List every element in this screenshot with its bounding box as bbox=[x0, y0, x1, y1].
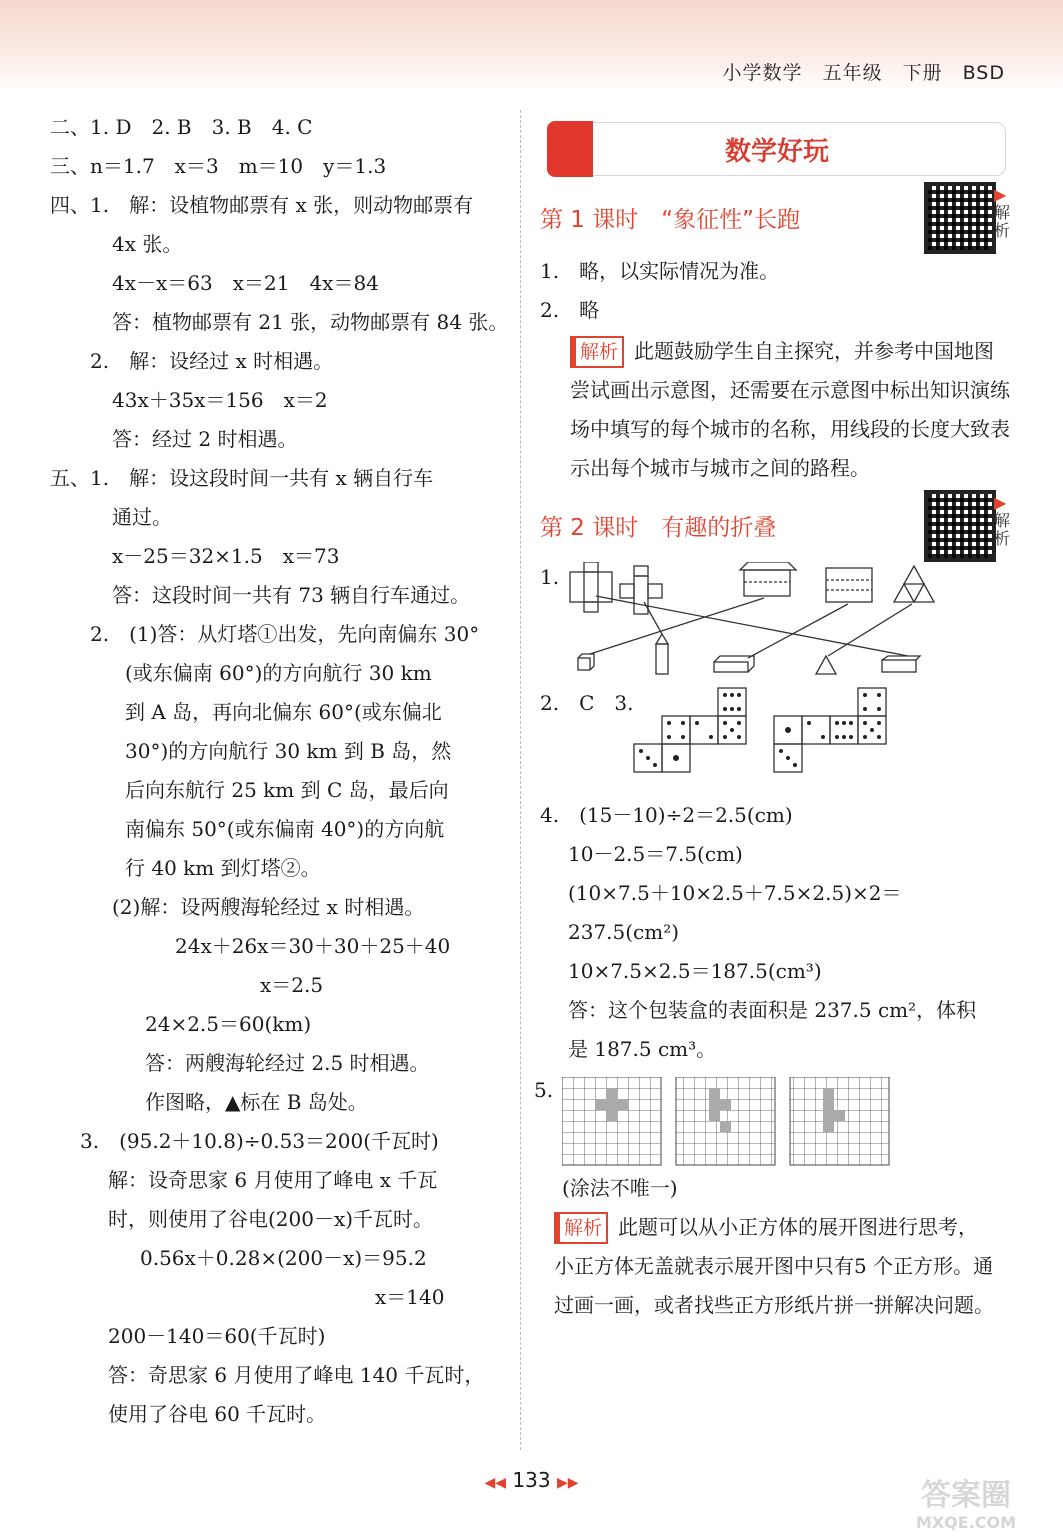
lesson2-title: 第 2 课时 有趣的折叠 bbox=[540, 515, 777, 541]
answer-line: 30°)的方向航行 30 km 到 B 岛，然 bbox=[125, 739, 452, 763]
answer-line: 答：两艘海轮经过 2.5 时相遇。 bbox=[145, 1051, 430, 1075]
q5-label: 5. bbox=[534, 1078, 554, 1102]
answer-line: 作图略，▲标在 B 岛处。 bbox=[145, 1090, 368, 1114]
q5-grids-figure bbox=[562, 1077, 902, 1169]
answer-line: x－25＝32×1.5 x＝73 bbox=[112, 544, 340, 568]
match-line bbox=[596, 596, 908, 656]
answer-line: (或东偏南 60°)的方向航行 30 km bbox=[125, 661, 432, 685]
answer-line: x＝140 bbox=[375, 1285, 445, 1309]
answer-line: 到 A 岛，再向北偏东 60°(或东偏北 bbox=[125, 700, 442, 724]
solid-flat-box bbox=[882, 656, 920, 672]
left-column bbox=[50, 108, 509, 1434]
analysis-text: 此题可以从小正方体的展开图进行思考，小正方体无盖就表示展开图中只有5 个正方形。通过画一画，或者找些正方形纸片拼一拼解决问题。 bbox=[554, 1215, 994, 1317]
solid-cube bbox=[578, 654, 594, 670]
answer-line: 2. 解：设经过 x 时相遇。 bbox=[90, 349, 334, 373]
q2-q3-text: 2. C 3. bbox=[540, 691, 634, 715]
answer-line: 行 40 km 到灯塔②。 bbox=[125, 856, 321, 880]
lesson2-q2-q3 bbox=[540, 686, 1010, 792]
header-volume: 下册 bbox=[902, 62, 943, 84]
play-icon: ▶ bbox=[994, 185, 1007, 204]
net-tetra bbox=[894, 566, 934, 602]
q4-line: (10×7.5＋10×2.5＋7.5×2.5)×2＝ bbox=[568, 881, 902, 905]
answer-line: 使用了谷电 60 千瓦时。 bbox=[108, 1402, 327, 1426]
answer-line: 3. (95.2＋10.8)÷0.53＝200(千瓦时) bbox=[80, 1129, 439, 1153]
q4-line: 10×7.5×2.5＝187.5(cm³) bbox=[568, 959, 822, 983]
q4-line: 4. (15－10)÷2＝2.5(cm) bbox=[540, 803, 793, 827]
right-column bbox=[534, 110, 1011, 1325]
q4-line: 是 187.5 cm³。 bbox=[568, 1037, 717, 1061]
net-cube bbox=[570, 562, 612, 612]
answer-line: 答：奇思家 6 月使用了峰电 140 千瓦时， bbox=[108, 1363, 485, 1387]
lesson2-q5 bbox=[534, 1073, 1010, 1169]
net-matching-figure bbox=[564, 562, 964, 680]
q4-line: 10－2.5＝7.5(cm) bbox=[568, 842, 743, 866]
prev-arrows-icon: ◀◀ bbox=[484, 1475, 507, 1491]
section-banner bbox=[548, 122, 1006, 176]
solid-pyramid bbox=[816, 656, 836, 674]
qr-label: ▶解析 bbox=[994, 493, 1011, 548]
watermark-logo: 答案圈 MXQE.COM bbox=[915, 1478, 1017, 1532]
analysis-text: 此题鼓励学生自主探究，并参考中国地图尝试画出示意图，还需要在示意图中标出知识演练场中填写的每个城市的名称，用线段的长度大致表示出每个城市与城市之间的路程。 bbox=[570, 339, 1010, 480]
answer-line: 0.56x＋0.28×(200－x)＝95.2 bbox=[140, 1246, 427, 1270]
page-number: 133 bbox=[512, 1468, 551, 1492]
lesson1-heading bbox=[540, 185, 1011, 244]
analysis-tag: 解析 bbox=[570, 336, 624, 368]
answer-line: 答：这段时间一共有 73 辆自行车通过。 bbox=[112, 583, 471, 607]
banner-title: 数学好玩 bbox=[724, 137, 829, 167]
answer-line: 三、n＝1.7 x＝3 m＝10 y＝1.3 bbox=[50, 154, 387, 178]
qr-label: ▶解析 bbox=[994, 185, 1011, 240]
answer-line: 二、1. D 2. B 3. B 4. C bbox=[50, 115, 313, 139]
lesson1-title: 第 1 课时 “象征性”长跑 bbox=[540, 207, 801, 233]
q5-note: (涂法不唯一) bbox=[562, 1176, 678, 1200]
answer-line: 答：经过 2 时相遇。 bbox=[112, 427, 298, 451]
net-prism bbox=[740, 562, 796, 596]
answer-line: 2. (1)答：从灯塔①出发，先向南偏东 30° bbox=[90, 622, 480, 646]
solid-pencil bbox=[656, 634, 668, 674]
lesson2-q4 bbox=[540, 796, 1010, 1069]
grid-1 bbox=[562, 1077, 661, 1165]
lesson2-analysis bbox=[540, 1208, 994, 1325]
answer-line: 24x＋26x＝30＋30＋25＋40 bbox=[175, 934, 451, 958]
dice-nets-figure bbox=[632, 686, 992, 790]
header-info bbox=[703, 58, 1005, 85]
answer-line: (2)解：设两艘海轮经过 x 时相遇。 bbox=[112, 895, 425, 919]
answer-line: 五、1. 解：设这段时间一共有 x 辆自行车 bbox=[50, 466, 434, 490]
next-arrows-icon: ▶▶ bbox=[556, 1475, 579, 1491]
answer-line: 解：设奇思家 6 月使用了峰电 x 千瓦 bbox=[108, 1168, 438, 1192]
lesson1-q2: 2. 略 bbox=[540, 298, 600, 322]
answer-line: 24×2.5＝60(km) bbox=[145, 1012, 312, 1036]
play-icon: ▶ bbox=[994, 493, 1007, 512]
solid-cuboid bbox=[714, 656, 754, 672]
header-subject: 小学数学 bbox=[722, 62, 803, 84]
answer-line: 4x 张。 bbox=[112, 232, 183, 256]
dice-net-2 bbox=[774, 688, 886, 772]
answer-line: 200－140＝60(千瓦时) bbox=[108, 1324, 326, 1348]
lesson2-q1 bbox=[540, 562, 1010, 680]
match-line bbox=[590, 598, 764, 654]
dice-net-1 bbox=[634, 688, 746, 772]
header-grade: 五年级 bbox=[822, 62, 883, 84]
lesson2-heading bbox=[540, 493, 1011, 552]
net-box bbox=[826, 568, 872, 602]
match-line bbox=[748, 604, 848, 658]
analysis-tag: 解析 bbox=[554, 1212, 608, 1244]
column-divider bbox=[520, 110, 521, 1450]
q4-line: 答：这个包装盒的表面积是 237.5 cm²，体积 bbox=[568, 998, 977, 1022]
answer-line: 四、1. 解：设植物邮票有 x 张，则动物邮票有 bbox=[50, 193, 474, 217]
answer-line: 通过。 bbox=[112, 505, 172, 529]
answer-line: 南偏东 50°(或东偏南 40°)的方向航 bbox=[125, 817, 445, 841]
q4-line: 237.5(cm²) bbox=[568, 920, 680, 944]
answer-line: 答：植物邮票有 21 张，动物邮票有 84 张。 bbox=[112, 310, 509, 334]
lesson1-analysis bbox=[540, 332, 1010, 488]
lesson1-q1: 1. 略，以实际情况为准。 bbox=[540, 259, 780, 283]
q1-label: 1. bbox=[540, 565, 560, 589]
qr-code-icon[interactable] bbox=[924, 490, 996, 562]
answer-line: 4x－x＝63 x＝21 4x＝84 bbox=[112, 271, 379, 295]
grid-3 bbox=[790, 1077, 889, 1165]
answer-line: 时，则使用了谷电(200－x)千瓦时。 bbox=[108, 1207, 434, 1231]
net-cuboid bbox=[620, 566, 662, 614]
qr-code-icon[interactable] bbox=[924, 182, 996, 254]
grid-2 bbox=[676, 1077, 775, 1165]
answer-line: 后向东航行 25 km 到 C 岛，最后向 bbox=[125, 778, 449, 802]
answer-line: 43x＋35x＝156 x＝2 bbox=[112, 388, 328, 412]
header-edition: BSD bbox=[962, 62, 1005, 84]
answer-line: x＝2.5 bbox=[260, 973, 324, 997]
